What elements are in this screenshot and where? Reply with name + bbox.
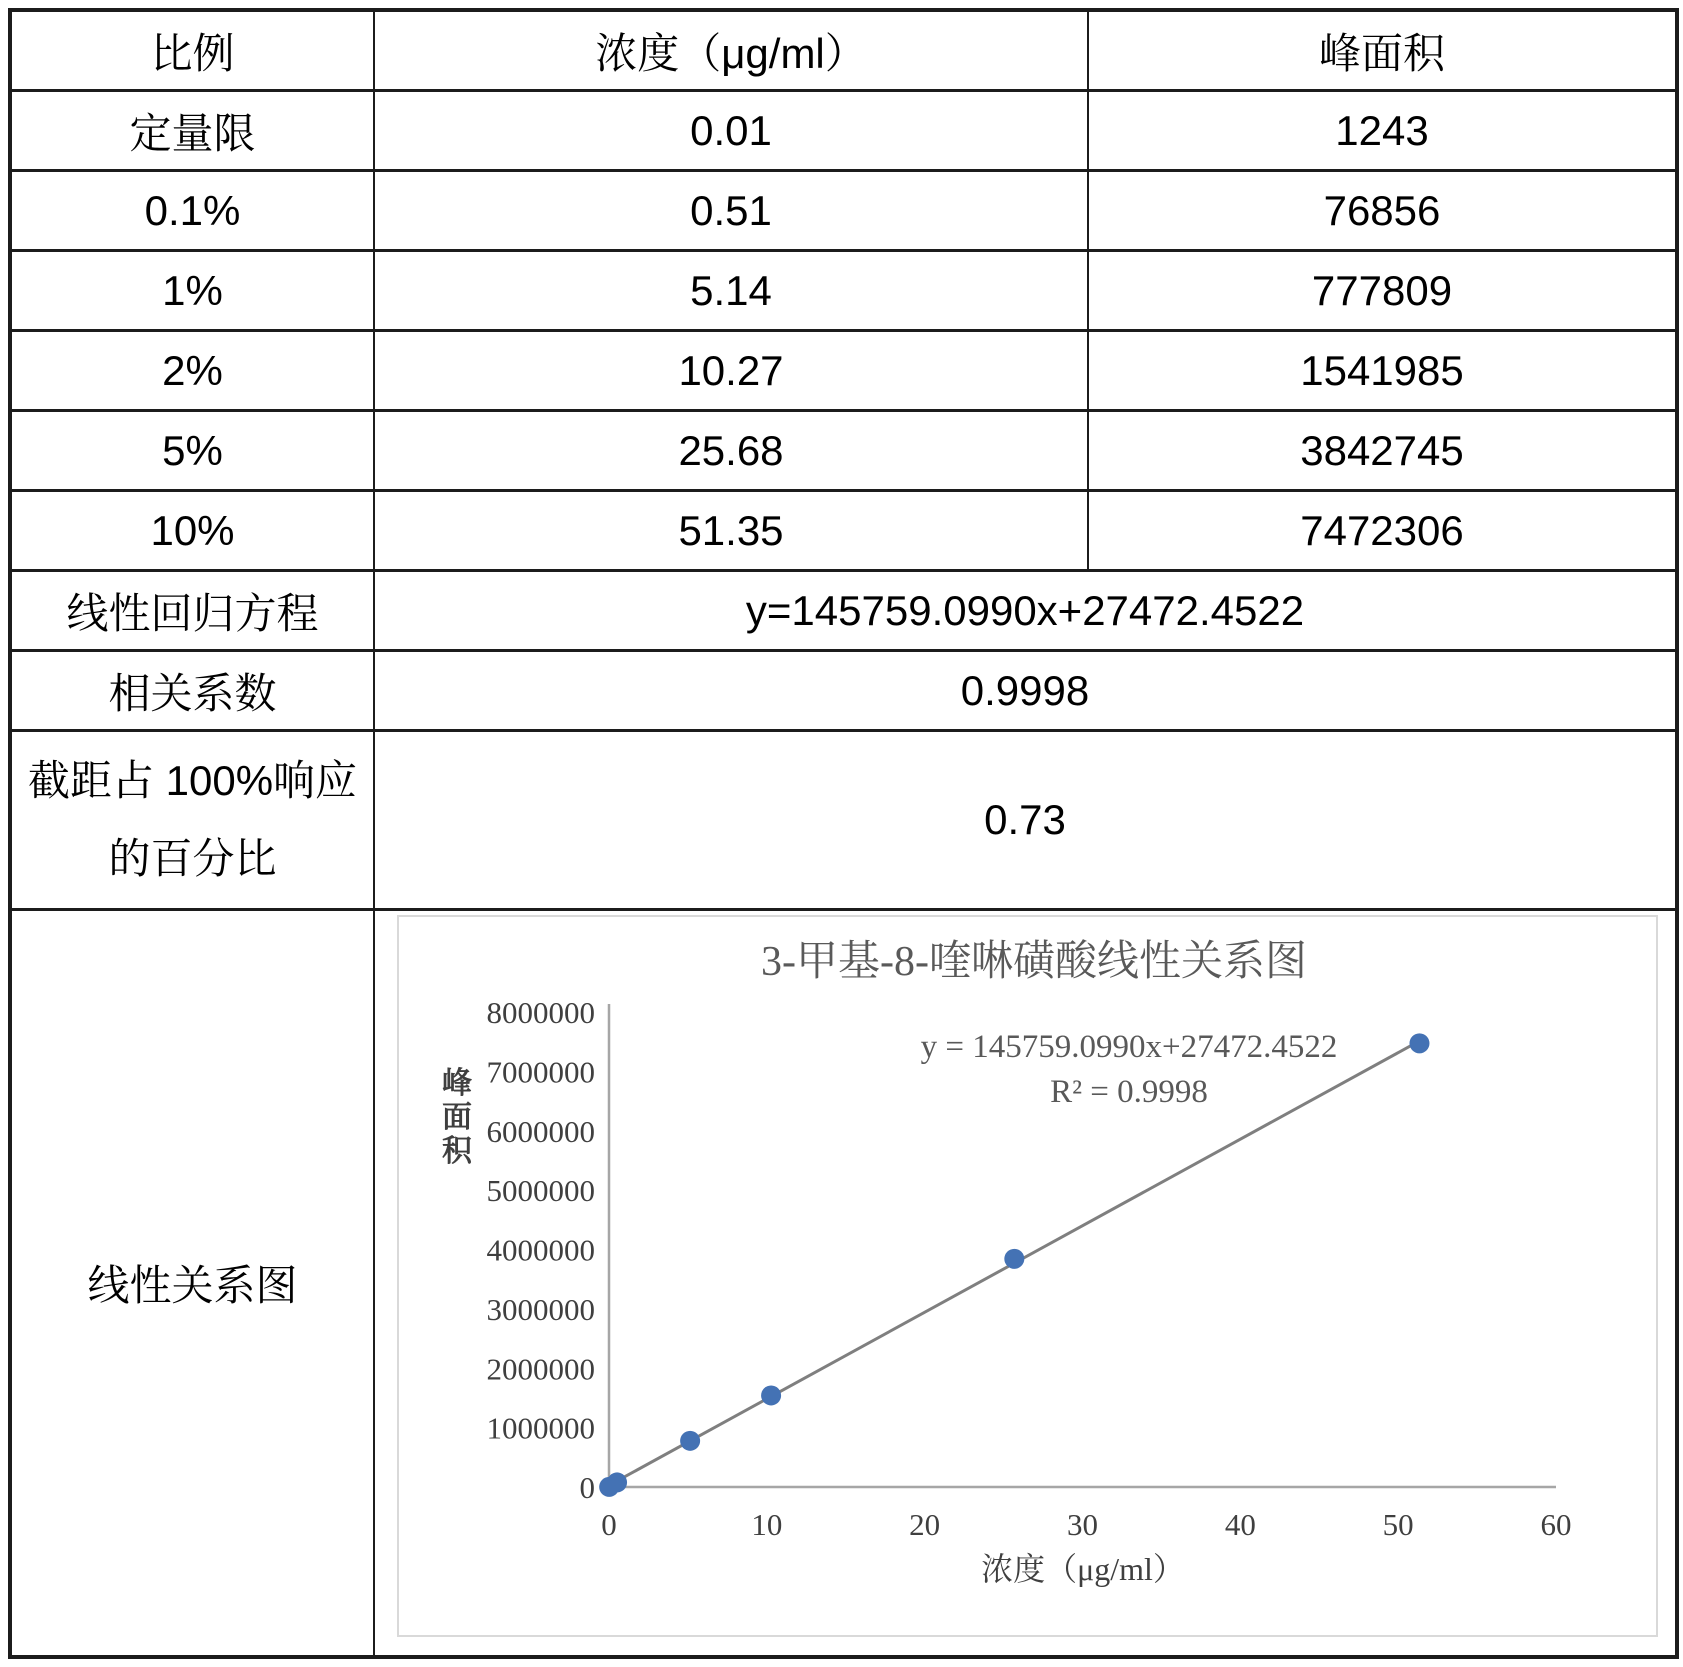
row-label: 定量限 (10, 91, 374, 171)
y-axis-title-char: 面 (442, 1101, 472, 1134)
x-axis-tick-label: 30 (1067, 1507, 1098, 1542)
row-label: 2% (10, 331, 374, 411)
chart-row (10, 910, 1677, 1658)
y-axis-tick-label: 1000000 (486, 1410, 595, 1446)
row-label: 0.1% (10, 171, 374, 251)
concentration-value: 0.01 (374, 91, 1088, 171)
row-label: 5% (10, 411, 374, 491)
row-label: 1% (10, 251, 374, 331)
y-axis-tick-label: 0 (579, 1470, 595, 1505)
x-axis-title: 浓度（μg/ml） (981, 1551, 1185, 1587)
peak-area-value: 76856 (1088, 171, 1677, 251)
y-axis-tick-label: 2000000 (486, 1351, 595, 1387)
intercept-value: 0.73 (374, 731, 1677, 910)
intercept-label-text: 截距占 100%响应的百分比 (27, 757, 358, 882)
equation-annotation: y = 145759.0990x+27472.4522 (920, 1029, 1338, 1065)
header-peak-area: 峰面积 (1088, 10, 1677, 91)
x-axis-tick-label: 0 (601, 1507, 617, 1542)
y-axis-title-char: 峰 (442, 1067, 472, 1100)
header-concentration: 浓度（μg/ml） (374, 10, 1088, 91)
peak-area-value: 777809 (1088, 251, 1677, 331)
concentration-value: 5.14 (374, 251, 1088, 331)
regression-equation: y=145759.0990x+27472.4522 (374, 571, 1677, 651)
x-axis-tick-label: 10 (751, 1507, 783, 1542)
y-axis-tick-label: 6000000 (486, 1113, 595, 1149)
y-axis-tick-label: 8000000 (486, 995, 595, 1030)
peak-area-value: 7472306 (1088, 491, 1677, 571)
header-ratio: 比例 (10, 10, 374, 91)
row-label: 10% (10, 491, 374, 571)
header-row (10, 10, 1677, 91)
peak-area-value: 3842745 (1088, 411, 1677, 491)
table-row (10, 251, 1677, 331)
correlation-value: 0.9998 (374, 651, 1677, 731)
concentration-value: 25.68 (374, 411, 1088, 491)
concentration-value: 0.51 (374, 171, 1088, 251)
concentration-value: 10.27 (374, 331, 1088, 411)
y-axis-tick-label: 5000000 (486, 1173, 595, 1209)
table-row (10, 171, 1677, 251)
intercept-row (10, 731, 1677, 910)
x-axis-tick-label: 60 (1540, 1507, 1572, 1542)
regression-row (10, 571, 1677, 651)
table-row (10, 411, 1677, 491)
regression-label: 线性回归方程 (10, 571, 374, 651)
table-row (10, 491, 1677, 571)
correlation-row (10, 651, 1677, 731)
y-axis-tick-label: 7000000 (486, 1054, 595, 1090)
r-squared-annotation: R² = 0.9998 (1050, 1074, 1208, 1110)
chart-row-label: 线性关系图 (10, 910, 374, 1658)
x-axis-tick-label: 50 (1382, 1507, 1414, 1542)
data-point (1004, 1249, 1024, 1269)
x-axis-tick-label: 20 (909, 1507, 941, 1542)
table-row (10, 331, 1677, 411)
chart-title: 3-甲基-8-喹啉磺酸线性关系图 (761, 939, 1307, 985)
chart-cell (374, 910, 1677, 1658)
concentration-value: 51.35 (374, 491, 1088, 571)
intercept-label (10, 731, 374, 910)
table-row (10, 91, 1677, 171)
linearity-table (8, 8, 1679, 1659)
correlation-label: 相关系数 (10, 651, 374, 731)
peak-area-value: 1541985 (1088, 331, 1677, 411)
data-point (607, 1472, 627, 1492)
y-axis-tick-label: 4000000 (486, 1232, 595, 1268)
linearity-chart-svg (399, 917, 1656, 1635)
y-axis-title-char: 积 (442, 1135, 472, 1168)
y-axis-tick-label: 3000000 (486, 1291, 595, 1327)
data-point (761, 1385, 781, 1405)
x-axis-tick-label: 40 (1224, 1507, 1256, 1542)
linearity-chart (397, 915, 1658, 1637)
peak-area-value: 1243 (1088, 91, 1677, 171)
data-point (1409, 1033, 1429, 1053)
data-point (680, 1431, 700, 1451)
